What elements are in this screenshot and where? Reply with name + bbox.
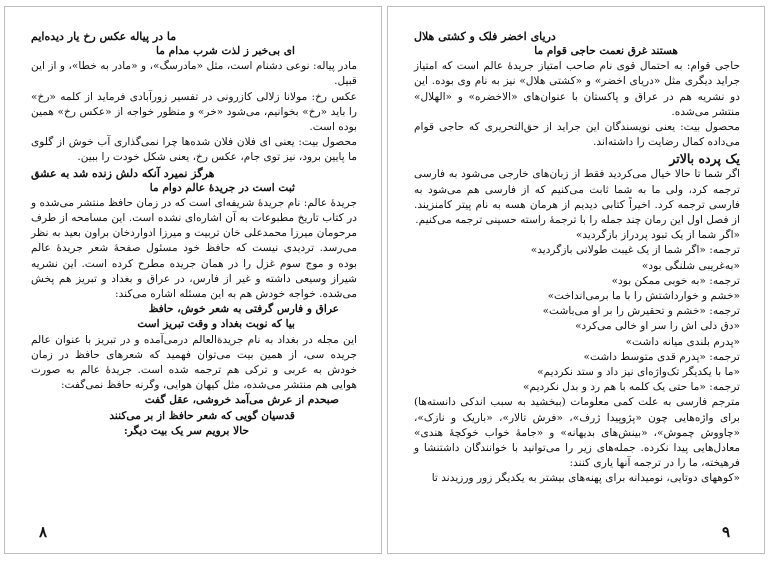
- paragraph: ترجمه: «به خوبی ممکن بود»: [611, 274, 740, 287]
- left-page-text: [31, 29, 357, 523]
- paragraph: ترجمه: «اگر شما از یک غیبت طولانی بازگردید»: [530, 244, 740, 257]
- paragraph: «کوههای دوتایی، نومیدانه برای پهنه‌های بیشتر به یکدیگر زور ورزیدند تا: [431, 472, 740, 485]
- running-head: دریای اخضر فلک و کشتی هلال: [414, 30, 556, 43]
- right-page-text: [414, 29, 740, 523]
- paragraph: ترجمه: «پدرم قدی متوسط داشت»: [583, 350, 740, 363]
- verse-line: هرگز نمیرد آنکه دلش زنده شد به عشق: [31, 166, 215, 180]
- paragraph: «به‌غریبی شلنگی بود»: [641, 259, 740, 272]
- paragraph: محصول بیت: یعنی ای فلان فلان شده‌ها چرا نمی‌گذاری آب خوش از گلوی ما پایین برود، نیز توی جام، عکس رخ، یعنی شکل خودت را ببین.: [31, 136, 357, 164]
- section-heading: یک پرده بالاتر: [669, 151, 740, 167]
- verse-line: هستند غرق نعمت حاجی قوام ما: [534, 45, 678, 57]
- paragraph: ترجمه: «خشم و تحقیرش را بر او می‌باشت»: [542, 305, 740, 318]
- right-page: [387, 6, 765, 554]
- paragraph: اگر شما تا حالا خیال می‌کردید فقط از زبان‌های خارجی می‌شود به فارسی ترجمه کرد، ولی ما به شما ثابت می‌کنیم که از فارسی هم می‌شود به فارسی ترجمه کرد. اخیراً کتابی دیدیم از هرمان هسه به نام پیتر کامنزیند. از فصل اول این رمان چند جمله را با ترجمهٔ راسته حسینی ترجمه می‌کنیم.: [414, 168, 740, 227]
- verse-line: ای بی‌خبر ز لذت شرب مدام ما: [156, 45, 295, 57]
- right-page-number: ۹: [721, 523, 730, 541]
- left-page: [4, 6, 382, 554]
- paragraph: مادر پیاله: نوعی دشنام است، مثل «مادرسگ»، و «مادر به خطا»، و از این قبیل.: [31, 60, 357, 88]
- paragraph: مترجم فارسی به علت کمی معلومات (ببخشید به سبب اندکی دانسته‌ها) برای واژه‌هایی چون «پژوپیدا ژرف»، «فرش تالار»، «باریک و نازک»، «چاووش چموش»، «بینش‌های بدیهانه» و «جامهٔ خواب خوکچهٔ هندی» معادل‌هایی پیدا نکرده. جمله‌های زیر را می‌توانید با خوانندگان داشتنشا و فرهیخته، ما را در ترجمه آنها یاری کنند:: [414, 396, 740, 470]
- paragraph: «پدرم بلندی میانه داشت»: [625, 335, 740, 348]
- verse-line: ما در پیاله عکس رخ یار دیده‌ایم: [31, 30, 177, 43]
- verse-line: ثبت است در جریدهٔ عالم دوام ما: [149, 181, 295, 194]
- paragraph: ترجمه: «ما حتی یک کلمه با هم رد و بدل نکردیم»: [523, 381, 740, 394]
- paragraph: محصول بیت: یعنی نویسندگان این جراید از حق‌التحریری که حاجی قوام می‌داده کمال رضایت را داشته‌اند.: [414, 121, 740, 149]
- paragraph: عکس رخ: مولانا زلالی کازرونی در تفسیر زورآبادی فرماید از کلمه «رخ» را باید «رخ» بخوانیم، می‌شود «خر» و منظور خواجه از «عکس رخ» همین بوده است.: [31, 90, 357, 134]
- verse-line: بیا که نوبت بغداد و وقت تبریز است: [137, 318, 295, 331]
- verse-line: صبحدم از عرش می‌آمد خروشی، عقل گفت: [144, 394, 339, 407]
- paragraph: «دق دلی اش را سر او خالی می‌کرد»: [575, 320, 740, 333]
- verse-line: عراق و فارس گرفتی به شعر خوش، حافظ: [148, 303, 339, 316]
- paragraph: این مجله در بغداد به نام جریدة‌العالم درمی‌آمده و در تبریز با عنوان عالم جریده سی، از همین بیت می‌توان فهمید که شعرهای حافظ در زمان خودش به عربی و ترکی هم ترجمه شده است. جریدهٔ عالم به صورت هوایی هم منتشر می‌شده، مثل کیهان هوایی، وگرنه حافظ نمی‌گفت:: [31, 333, 357, 392]
- paragraph: حاجی قوام: به احتمال قوی نام صاحب امتیاز جریدهٔ عالم است که امتیاز جراید دیگری مثل «دریای اخضر» و «کشتی هلال» نیز به نام وی بوده. این دو نشریه هم در عراق و پاکستان با عنوان‌های «الاخضره» و «الهلال» منتشر می‌شده.: [414, 60, 740, 118]
- verse-line: قدسیان گویی که شعر حافظ از بر می‌کنند: [109, 409, 295, 422]
- verse-line: حالا برویم سر یک بیت دیگر:: [123, 424, 249, 437]
- paragraph: «خشم و خوارداشتش را با ما برمی‌انداخت»: [547, 290, 740, 303]
- paragraph: «اگر شما از یک تبود پردراز بازگردید»: [575, 229, 740, 242]
- left-page-number: ۸: [39, 523, 48, 541]
- paragraph: «ما با یکدیگر تک‌واژه‌ای نیز داد و ستد نکردیم»: [537, 366, 740, 379]
- paragraph: جریدهٔ عالم: نام جریدهٔ شریفه‌ای است که در زمان حافظ منتشر می‌شده و در کتاب تاریخ مطبوعات به آن اشاره‌ای نشده است. این مسامحه از طرف مرحومان میرزا محمدعلی خان تربیت و میرزا ادوارد‌خان براون بعید به نظر می‌رسد. تردیدی نیست که حافظ خود مسئول صفحهٔ شعر جریدهٔ عالم بوده و موج سوم غزل را در همان جریده مطرح کرده است. این نشریه شیراز وسیعی داشته و غیر از فارس، در عراق و بغداد و تبریز هم پخش می‌شده. خواجه خودش هم به این مسئله اشاره می‌کند:: [31, 196, 357, 301]
